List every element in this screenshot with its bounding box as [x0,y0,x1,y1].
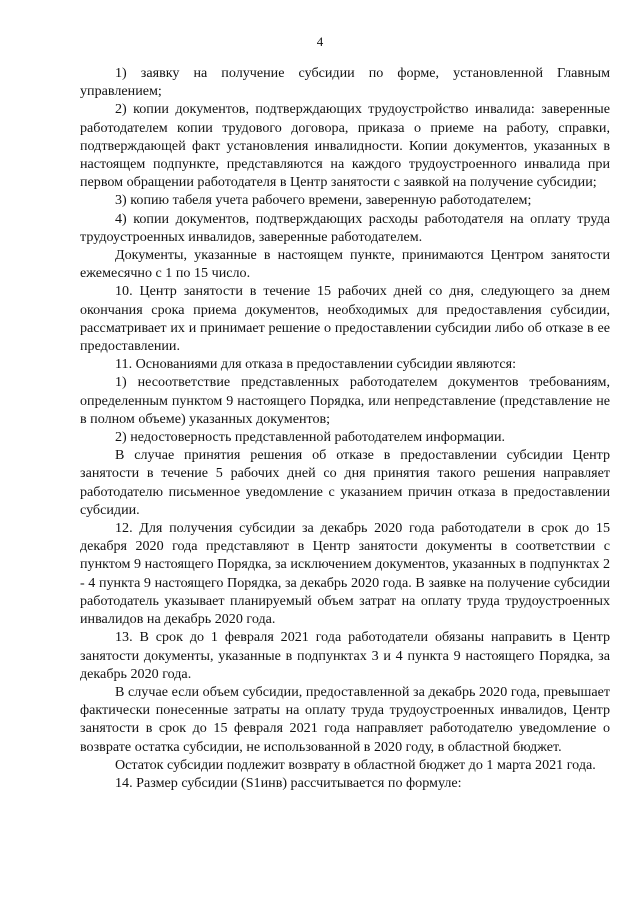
paragraph-refusal-ground-1: 1) несоответствие представленных работодателем документов требованиям, определенным пунктом 9 настоящего Порядка, или непредставление (представление не в полном объеме) указанных документов; [80,374,610,427]
paragraph-item-13: 13. В срок до 1 февраля 2021 года работодатели обязаны направить в Центр занятости документы, указанные в подпунктах 3 и 4 пункта 9 настоящего Порядка, за декабрь 2020 года. [80,629,610,682]
paragraph-refusal-ground-2: 2) недостоверность представленной работодателем информации. [115,429,506,446]
page-number: 4 [316,34,324,49]
paragraph-expense-documents: 4) копии документов, подтверждающих расходы работодателя на оплату труда трудоустроенных инвалидов, заверенные работодателем. [80,210,610,245]
paragraph-remainder-return: Остаток субсидии подлежит возврату в областной бюджет до 1 марта 2021 года. [115,756,596,773]
paragraph-acceptance-dates: Документы, указанные в настоящем пункте, принимаются Центром занятости ежемесячно с 1 по 15 число. [80,247,610,282]
document-body [80,64,610,792]
paragraph-item-11: 11. Основаниями для отказа в предоставлении субсидии являются: [115,356,517,373]
paragraph-timesheet: 3) копию табеля учета рабочего времени, заверенную работодателем; [115,192,532,209]
paragraph-employment-documents: 2) копии документов, подтверждающих трудоустройство инвалида: заверенные работодателем копии трудового договора, приказа о приеме на работу, справки, подтверждающей факт установления инвалидности. Копии документов, указанных в настоящем подпункте, представляются на каждого трудоустроенного инвалида при первом обращении работодателя в Центр занятости с заявкой на получение субсидии; [80,101,610,191]
paragraph-item-10: 10. Центр занятости в течение 15 рабочих дней со дня, следующего за днем окончания срока приема документов, необходимых для предоставления субсидии, рассматривает их и принимает решение о предоставлении субсидии либо об отказе в ее предоставлении. [80,283,610,355]
paragraph-item-14: 14. Размер субсидии (S1инв) рассчитывается по формуле: [115,774,462,791]
paragraph-refusal-notice: В случае принятия решения об отказе в предоставлении субсидии Центр занятости в течение 5 рабочих дней со дня принятия такого решения направляет работодателю письменное уведомление с указанием причин отказа в предоставлении субсидии. [80,447,610,518]
paragraph-excess-subsidy: В случае если объем субсидии, предоставленной за декабрь 2020 года, превышает фактически понесенные затраты на оплату труда трудоустроенных инвалидов, Центр занятости в срок до 15 февраля 2021 года направляет работодателю уведомление о возврате остатка субсидии, не использованной в 2020 году, в областной бюджет. [80,683,610,755]
paragraph-item-12: 12. Для получения субсидии за декабрь 2020 года работодатели в срок до 15 декабря 2020 года представляют в Центр занятости документы в соответствии с пунктом 9 настоящего Порядка, за исключением документов, указанных в подпунктах 2 - 4 пункта 9 настоящего Порядка, за декабрь 2020 года. В заявке на получение субсидии работодатель указывает планируемый объем затрат на оплату труда трудоустроенных инвалидов на декабрь 2020 года. [80,520,610,628]
paragraph-application: 1) заявку на получение субсидии по форме, установленной Главным управлением; [80,65,610,100]
